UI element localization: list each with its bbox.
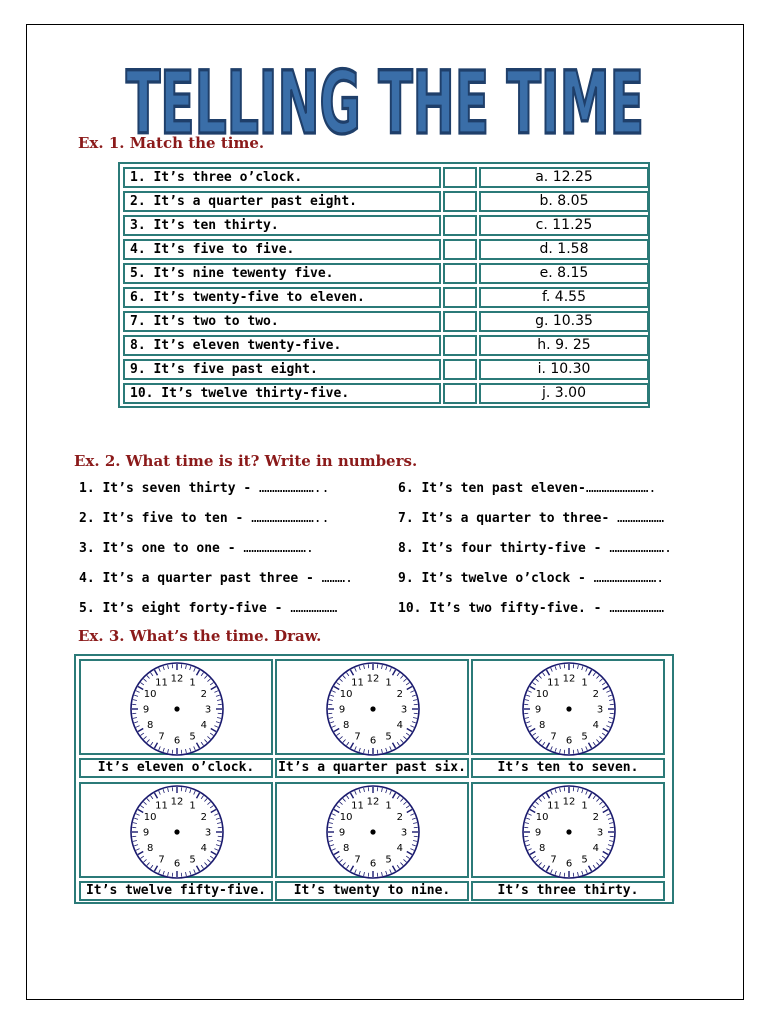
clock-drawing-area[interactable] [275,782,469,878]
clock-caption: It’s three thirty. [471,881,665,901]
clock-drawing-area[interactable] [79,782,273,878]
clock-number: 1 [189,677,196,689]
clock-number: 4 [396,720,404,731]
match-sentence: 9. It’s five past eight. [123,359,441,380]
match-answer-box[interactable] [443,359,477,380]
match-answer-box[interactable] [443,287,477,308]
clock-number: 3 [204,704,212,716]
match-answer-box[interactable] [443,191,477,212]
clock-drawing-area[interactable] [79,659,273,755]
clock-number: 3 [596,827,604,839]
write-numbers-item [398,511,664,526]
match-time-option: i. 10.30 [479,359,649,380]
clock-number: 10 [143,689,157,700]
clock-number: 1 [189,800,196,812]
clock-number: 11 [351,800,364,812]
clock-drawing-area[interactable] [275,659,469,755]
clock-cell [275,659,469,778]
match-answer-box[interactable] [443,167,477,188]
clock-number: 5 [385,854,392,866]
clock-number: 2 [396,689,404,700]
clock-caption: It’s ten to seven. [471,758,665,778]
clock-number: 11 [155,800,168,812]
write-numbers-item [79,481,329,496]
clock-center-dot [370,829,375,834]
clock-face-icon [519,784,619,880]
clock-center-dot [174,706,179,711]
clock-number: 10 [339,689,353,700]
clock-center-dot [370,706,375,711]
match-sentence: 1. It’s three o’clock. [123,167,441,188]
match-answer-box[interactable] [443,383,477,404]
match-sentence: 3. It’s ten thirty. [123,215,441,236]
match-row [123,239,645,260]
match-time-option: f. 4.55 [479,287,649,308]
clock-number: 7 [354,854,361,866]
clock-number: 6 [565,735,573,747]
clock-number: 10 [339,812,353,823]
clock-number: 5 [581,731,588,743]
page-title [120,40,650,140]
answer-blank[interactable]: …………………….. [251,511,330,526]
clock-number: 7 [158,731,165,743]
match-time-option: b. 8.05 [479,191,649,212]
clock-number: 4 [592,720,600,731]
clock-number: 8 [146,720,154,731]
clock-number: 3 [400,827,408,839]
clock-number: 12 [562,673,576,685]
match-row [123,191,645,212]
clock-drawing-area[interactable] [471,782,665,878]
clock-grid [74,654,674,904]
clock-number: 7 [550,854,557,866]
answer-blank[interactable]: ……………… [617,511,665,526]
match-row [123,359,645,380]
clock-number: 7 [354,731,361,743]
clock-number: 2 [200,812,208,823]
clock-number: 12 [562,796,576,808]
clock-number: 6 [369,735,377,747]
clock-face-icon [323,661,423,757]
clock-number: 2 [200,689,208,700]
match-sentence: 6. It’s twenty-five to eleven. [123,287,441,308]
clock-caption: It’s twenty to nine. [275,881,469,901]
clock-number: 10 [535,812,549,823]
clock-number: 2 [396,812,404,823]
write-numbers-item [79,541,314,556]
clock-number: 5 [581,854,588,866]
clock-number: 8 [146,843,154,854]
match-sentence: 4. It’s five to five. [123,239,441,260]
clock-caption: It’s twelve fifty-five. [79,881,273,901]
clock-number: 9 [338,704,346,716]
match-row [123,215,645,236]
match-answer-box[interactable] [443,335,477,356]
clock-number: 3 [400,704,408,716]
answer-blank[interactable]: ………. [321,571,353,586]
match-time-option: j. 3.00 [479,383,649,404]
page-title-text: TELLING THE TIME [125,52,644,140]
match-time-option: e. 8.15 [479,263,649,284]
clock-number: 6 [565,858,573,870]
clock-number: 12 [170,673,184,685]
clock-face-icon [323,784,423,880]
match-time-option: a. 12.25 [479,167,649,188]
clock-number: 11 [547,800,560,812]
clock-number: 4 [200,720,208,731]
write-numbers-item [79,601,337,616]
item-sentence: 6. It’s ten past eleven- [398,481,586,496]
write-numbers-item [398,541,672,556]
clock-number: 10 [143,812,157,823]
clock-number: 8 [538,720,546,731]
item-sentence: 2. It’s five to ten - [79,511,252,526]
item-sentence: 8. It’s four thirty-five - [398,541,610,556]
clock-number: 3 [596,704,604,716]
answer-blank[interactable]: ………………… [609,601,665,616]
clock-number: 2 [592,689,600,700]
answer-blank[interactable]: ………………….. [259,481,330,496]
match-sentence: 5. It’s nine tewenty five. [123,263,441,284]
exercise-2-heading: Ex. 2. What time is it? Write in numbers. [74,452,418,470]
answer-blank[interactable]: ……………… [290,601,338,616]
clock-number: 8 [538,843,546,854]
answer-blank[interactable]: …………………. [609,541,672,556]
clock-caption: It’s a quarter past six. [275,758,469,778]
clock-number: 9 [534,827,542,839]
clock-number: 1 [385,800,392,812]
clock-number: 4 [200,843,208,854]
match-answer-box[interactable] [443,215,477,236]
clock-number: 11 [155,677,168,689]
clock-caption: It’s eleven o’clock. [79,758,273,778]
clock-cell [79,782,273,901]
clock-number: 12 [366,796,380,808]
clock-cell [471,782,665,901]
clock-face-icon [127,784,227,880]
clock-number: 1 [385,677,392,689]
clock-cell [275,782,469,901]
clock-number: 5 [385,731,392,743]
match-sentence: 8. It’s eleven twenty-five. [123,335,441,356]
item-sentence: 9. It’s twelve o’clock - [398,571,594,586]
match-sentence: 2. It’s a quarter past eight. [123,191,441,212]
match-row [123,287,645,308]
clock-number: 12 [170,796,184,808]
item-sentence: 1. It’s seven thirty - [79,481,260,496]
clock-face-icon [519,661,619,757]
write-numbers-item [79,571,353,586]
match-time-option: g. 10.35 [479,311,649,332]
match-answer-box[interactable] [443,311,477,332]
clock-number: 6 [173,735,181,747]
clock-number: 9 [534,704,542,716]
item-sentence: 7. It’s a quarter to three- [398,511,618,526]
clock-center-dot [566,829,571,834]
clock-number: 4 [592,843,600,854]
clock-number: 9 [142,827,150,839]
clock-number: 1 [581,800,588,812]
match-time-option: d. 1.58 [479,239,649,260]
clock-number: 5 [189,731,196,743]
item-sentence: 3. It’s one to one - [79,541,244,556]
exercise-1-heading: Ex. 1. Match the time. [78,134,265,152]
match-answer-box[interactable] [443,263,477,284]
clock-center-dot [174,829,179,834]
match-sentence: 10. It’s twelve thirty-five. [123,383,441,404]
clock-drawing-area[interactable] [471,659,665,755]
item-sentence: 5. It’s eight forty-five - [79,601,291,616]
clock-number: 3 [204,827,212,839]
match-answer-box[interactable] [443,239,477,260]
answer-blank[interactable]: ……………………. [243,541,314,556]
clock-number: 6 [369,858,377,870]
match-row [123,335,645,356]
clock-number: 10 [535,689,549,700]
match-time-option: h. 9. 25 [479,335,649,356]
match-sentence: 7. It’s two to two. [123,311,441,332]
clock-center-dot [566,706,571,711]
clock-number: 7 [550,731,557,743]
answer-blank[interactable]: ……………………. [593,571,665,586]
clock-number: 9 [338,827,346,839]
match-time-option: c. 11.25 [479,215,649,236]
answer-blank[interactable]: ……………………. [585,481,657,496]
write-numbers-item [398,481,656,496]
item-sentence: 10. It’s two fifty-five. - [398,601,610,616]
exercise-3-heading: Ex. 3. What’s the time. Draw. [78,627,322,645]
clock-number: 9 [142,704,150,716]
clock-number: 11 [547,677,560,689]
clock-cell [471,659,665,778]
clock-number: 4 [396,843,404,854]
clock-face-icon [127,661,227,757]
write-numbers-item [398,601,664,616]
match-row [123,383,645,404]
clock-cell [79,659,273,778]
clock-number: 1 [581,677,588,689]
clock-number: 7 [158,854,165,866]
clock-number: 6 [173,858,181,870]
write-numbers-item [398,571,664,586]
clock-number: 12 [366,673,380,685]
clock-number: 5 [189,854,196,866]
item-sentence: 4. It’s a quarter past three - [79,571,322,586]
match-table [118,162,650,408]
clock-number: 8 [342,720,350,731]
clock-number: 8 [342,843,350,854]
clock-number: 2 [592,812,600,823]
clock-number: 11 [351,677,364,689]
match-row [123,263,645,284]
write-numbers-item [79,511,329,526]
match-row [123,311,645,332]
match-row [123,167,645,188]
